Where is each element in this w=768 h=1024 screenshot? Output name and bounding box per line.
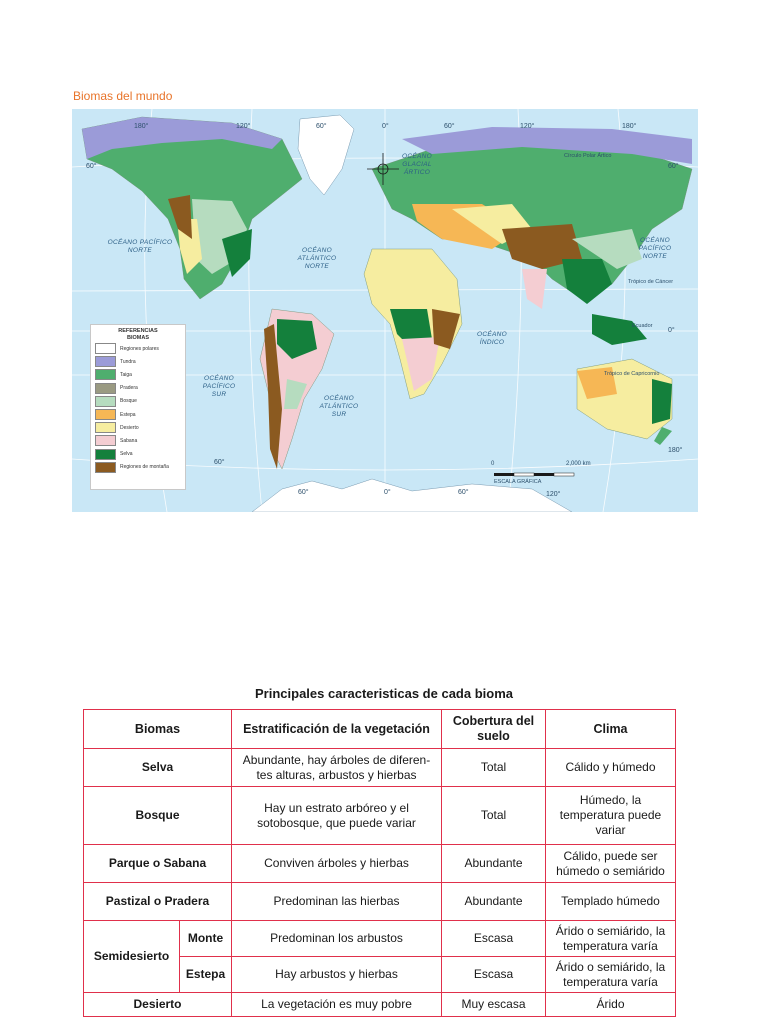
legend-swatch [95, 449, 116, 460]
subbioma-name: Estepa [180, 957, 232, 993]
degree-label: 180° [622, 123, 637, 130]
scale-value: 2,000 km [566, 461, 591, 467]
degree-label: 120° [546, 491, 561, 498]
bioma-name: Bosque [84, 787, 232, 845]
degree-label: 60° [214, 459, 225, 466]
map-legend [90, 324, 186, 490]
ocean-glacial-artico: OCÉANO GLACIAL ÁRTICO [402, 153, 432, 176]
scale-zero: 0 [491, 461, 495, 467]
bioma-name: Pastizal o Pradera [84, 883, 232, 921]
climate-cell: Cálido, puede ser húmedo o semiárido [546, 845, 676, 883]
climate-cell: Húmedo, la temperatura puede variar [546, 787, 676, 845]
legend-item [95, 434, 181, 447]
degree-label: 60° [458, 489, 469, 496]
climate-cell: Cálido y húmedo [546, 749, 676, 787]
ocean-pacifico-norte: OCÉANO PACÍFICO NORTE [107, 239, 173, 254]
legend-item [95, 355, 181, 368]
coverage-cell: Total [442, 749, 546, 787]
circulo-polar-label: Círculo Polar Ártico [564, 153, 612, 159]
coverage-cell: Total [442, 787, 546, 845]
biomes-table [83, 709, 676, 1017]
header-cobertura: Cobertura del suelo [442, 710, 546, 749]
climate-cell: Árido [546, 993, 676, 1017]
degree-label: 60° [86, 163, 97, 170]
legend-item [95, 342, 181, 355]
vegetation-cell: La vegetación es muy pobre [232, 993, 442, 1017]
vegetation-cell: Abundante, hay árboles de diferen-tes alturas, arbustos y hierbas [232, 749, 442, 787]
scale-bar [492, 463, 652, 493]
vegetation-cell: Conviven árboles y hierbas [232, 845, 442, 883]
legend-item [95, 421, 181, 434]
legend-item [95, 395, 181, 408]
table-row [84, 921, 676, 957]
table-title: Principales caracteristicas de cada bioma [255, 686, 513, 701]
legend-label: Regiones polares [120, 345, 159, 352]
legend-swatch [95, 343, 116, 354]
legend-label: Desierto [120, 424, 139, 431]
bioma-name: Parque o Sabana [84, 845, 232, 883]
table-row [84, 845, 676, 883]
legend-swatch [95, 396, 116, 407]
coverage-cell: Muy escasa [442, 993, 546, 1017]
degree-label: 0° [382, 123, 389, 130]
legend-swatch [95, 422, 116, 433]
degree-label: 180° [668, 447, 683, 454]
legend-item [95, 382, 181, 395]
ocean-pacifico-sur: OCÉANO PACÍFICO SUR [202, 375, 236, 398]
legend-label: Regiones de montaña [120, 464, 169, 471]
legend-label: Selva [120, 451, 133, 458]
legend-label: Tundra [120, 358, 136, 365]
bioma-name: Selva [84, 749, 232, 787]
legend-label: Taiga [120, 371, 132, 378]
table-row [84, 993, 676, 1017]
map-scale [492, 463, 652, 493]
degree-label: 60° [298, 489, 309, 496]
legend-label: Bosque [120, 398, 137, 405]
bioma-name: Desierto [84, 993, 232, 1017]
ecuador-label: Ecuador [632, 323, 653, 329]
tropico-cancer-label: Trópico de Cáncer [628, 279, 674, 285]
ocean-pacifico-norte-e: OCÉANO PACÍFICO NORTE [638, 237, 672, 260]
subbioma-name: Monte [180, 921, 232, 957]
climate-cell: Árido o semiárido, la temperatura varía [546, 921, 676, 957]
coverage-cell: Abundante [442, 883, 546, 921]
coverage-cell: Abundante [442, 845, 546, 883]
vegetation-cell: Predominan las hierbas [232, 883, 442, 921]
world-biomes-map [72, 109, 698, 512]
ocean-indico: OCÉANO ÍNDICO [477, 331, 507, 346]
coverage-cell: Escasa [442, 921, 546, 957]
legend-swatch [95, 383, 116, 394]
legend-label: Pradera [120, 385, 138, 392]
legend-item [95, 368, 181, 381]
header-estratificacion: Estratificación de la vegetación [232, 710, 442, 749]
climate-cell: Templado húmedo [546, 883, 676, 921]
header-biomas: Biomas [84, 710, 232, 749]
legend-swatch [95, 356, 116, 367]
legend-label: Sabana [120, 437, 138, 444]
coverage-cell: Escasa [442, 957, 546, 993]
climate-cell: Árido o semiárido, la temperatura varía [546, 957, 676, 993]
table-row [84, 883, 676, 921]
vegetation-cell: Hay un estrato arbóreo y el sotobosque, que puede variar [232, 787, 442, 845]
legend-item [95, 448, 181, 461]
legend-item [95, 408, 181, 421]
degree-label: 180° [134, 123, 149, 130]
vegetation-cell: Predominan los arbustos [232, 921, 442, 957]
header-clima: Clima [546, 710, 676, 749]
table-row [84, 749, 676, 787]
degree-label: 60° [444, 123, 455, 130]
legend-swatch [95, 435, 116, 446]
legend-swatch [95, 462, 116, 473]
legend-subtitle: BIOMAS [127, 335, 149, 341]
legend-swatch [95, 409, 116, 420]
ocean-atlantico-norte: OCÉANO ATLÁNTICO NORTE [297, 247, 337, 270]
scale-label: ESCALA GRÁFICA [494, 479, 542, 485]
degree-label: 0° [384, 489, 391, 496]
degree-label: 120° [236, 123, 251, 130]
degree-label: 60° [316, 123, 327, 130]
legend-label: Estepa [120, 411, 136, 418]
vegetation-cell: Hay arbustos y hierbas [232, 957, 442, 993]
tropico-capricornio-label: Trópico de Capricornio [604, 371, 660, 377]
ocean-atlantico-sur: OCÉANO ATLÁNTICO SUR [319, 395, 359, 418]
table-row [84, 787, 676, 845]
table-header-row [84, 710, 676, 749]
legend-item [95, 461, 181, 474]
legend-swatch [95, 369, 116, 380]
bioma-name: Semidesierto [84, 921, 180, 993]
degree-label: 0° [668, 327, 675, 334]
degree-label: 120° [520, 123, 535, 130]
legend-title: REFERENCIAS [118, 328, 158, 334]
map-title: Biomas del mundo [73, 89, 173, 103]
degree-label: 60° [668, 163, 679, 170]
